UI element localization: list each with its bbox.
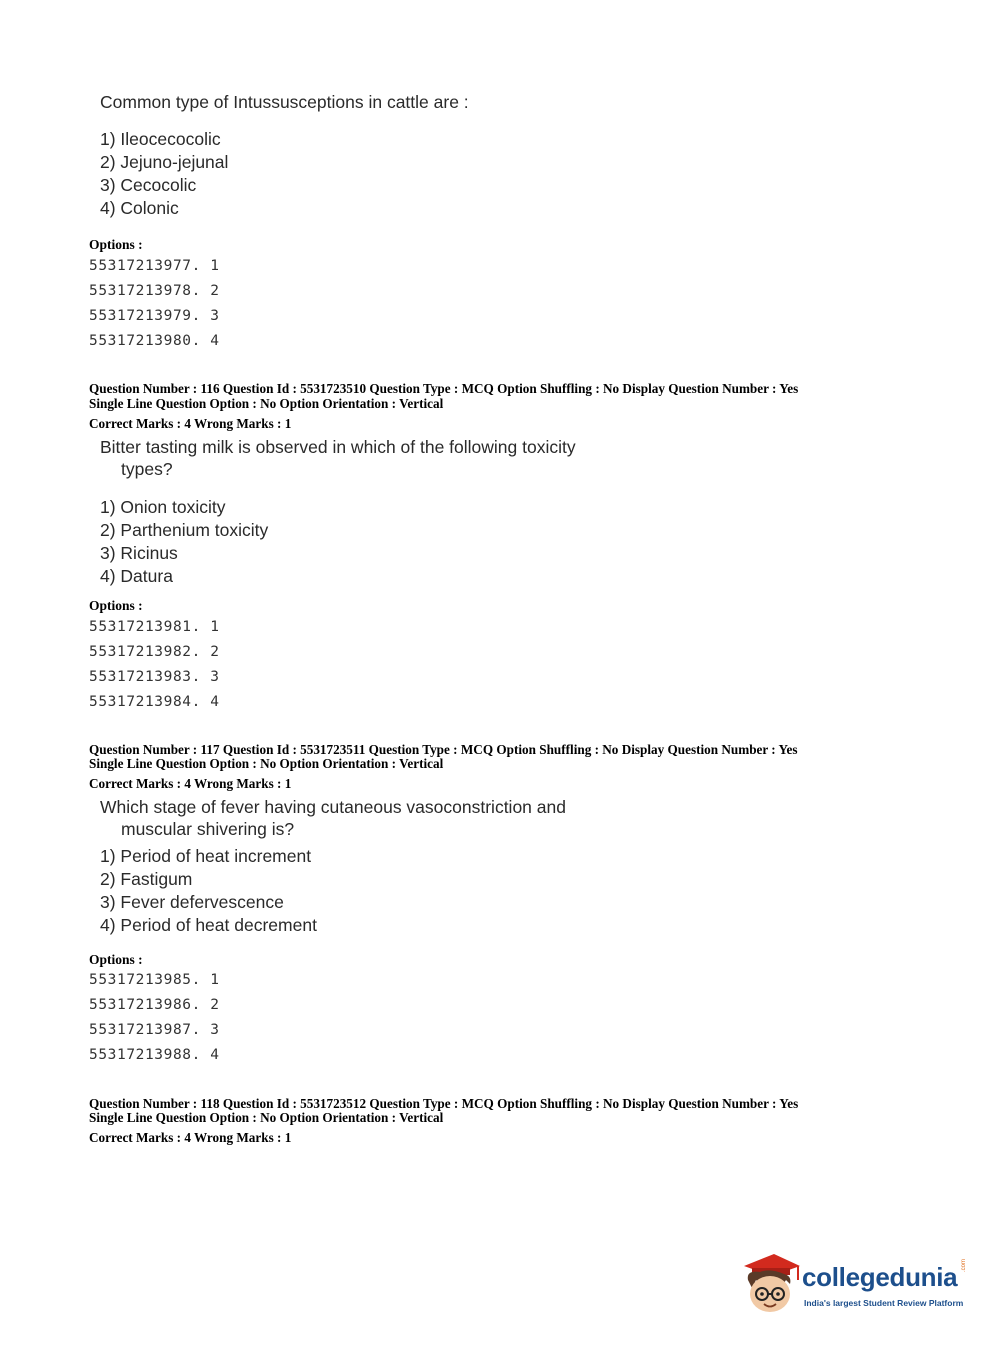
question-marks: Correct Marks : 4 Wrong Marks : 1 <box>89 1130 292 1145</box>
choice-3: 3) Cecocolic <box>100 175 197 195</box>
option-id-4: 55317213988. 4 <box>89 1047 220 1063</box>
choice-2: 2) Jejuno-jejunal <box>100 152 229 172</box>
question-meta-line1: Question Number : 117 Question Id : 5531723511 Question Type : MCQ Option Shuffling : No Display Question Number : Yes <box>89 742 798 757</box>
choice-1: 1) Onion toxicity <box>100 497 226 517</box>
choice-2: 2) Fastigum <box>100 869 193 889</box>
options-label: Options : <box>89 598 143 613</box>
question-text-line1: Which stage of fever having cutaneous vasoconstriction and <box>100 797 566 817</box>
question-text-line2: muscular shivering is? <box>121 819 295 839</box>
options-label: Options : <box>89 237 143 252</box>
option-id-2: 55317213982. 2 <box>89 644 220 660</box>
option-id-4: 55317213984. 4 <box>89 694 220 710</box>
brand-tagline: India's largest Student Review Platform <box>804 1298 964 1308</box>
options-label: Options : <box>89 952 143 967</box>
question-meta-line2: Single Line Question Option : No Option Orientation : Vertical <box>89 1110 444 1125</box>
option-id-2: 55317213986. 2 <box>89 997 220 1013</box>
option-id-3: 55317213979. 3 <box>89 308 220 324</box>
question-marks: Correct Marks : 4 Wrong Marks : 1 <box>89 776 292 791</box>
choice-3: 3) Ricinus <box>100 543 178 563</box>
question-text-line2: types? <box>121 459 173 479</box>
question-meta-line1: Question Number : 116 Question Id : 5531723510 Question Type : MCQ Option Shuffling : No Display Question Number : Yes <box>89 381 799 396</box>
brand-name: collegedunia <box>802 1262 958 1292</box>
option-id-2: 55317213978. 2 <box>89 283 220 299</box>
option-id-1: 55317213977. 1 <box>89 258 220 274</box>
choice-4: 4) Colonic <box>100 198 179 218</box>
choice-1: 1) Period of heat increment <box>100 846 312 866</box>
question-meta-line2: Single Line Question Option : No Option Orientation : Vertical <box>89 396 444 411</box>
question-meta-line1: Question Number : 118 Question Id : 5531723512 Question Type : MCQ Option Shuffling : No Display Question Number : Yes <box>89 1096 799 1111</box>
collegedunia-logo <box>740 1248 975 1320</box>
mascot-icon <box>740 1250 802 1316</box>
question-text-line1: Bitter tasting milk is observed in which of the following toxicity <box>100 437 576 457</box>
option-id-1: 55317213985. 1 <box>89 972 220 988</box>
choice-4: 4) Datura <box>100 566 173 586</box>
question-text: Common type of Intussusceptions in cattle are : <box>100 92 469 112</box>
choice-2: 2) Parthenium toxicity <box>100 520 269 540</box>
option-id-4: 55317213980. 4 <box>89 333 220 349</box>
choice-4: 4) Period of heat decrement <box>100 915 317 935</box>
option-id-3: 55317213983. 3 <box>89 669 220 685</box>
option-id-3: 55317213987. 3 <box>89 1022 220 1038</box>
question-meta-line2: Single Line Question Option : No Option Orientation : Vertical <box>89 756 444 771</box>
option-id-1: 55317213981. 1 <box>89 619 220 635</box>
choice-1: 1) Ileocecocolic <box>100 129 221 149</box>
question-marks: Correct Marks : 4 Wrong Marks : 1 <box>89 416 292 431</box>
choice-3: 3) Fever defervescence <box>100 892 284 912</box>
brand-domain-suffix: .com <box>961 1258 967 1272</box>
